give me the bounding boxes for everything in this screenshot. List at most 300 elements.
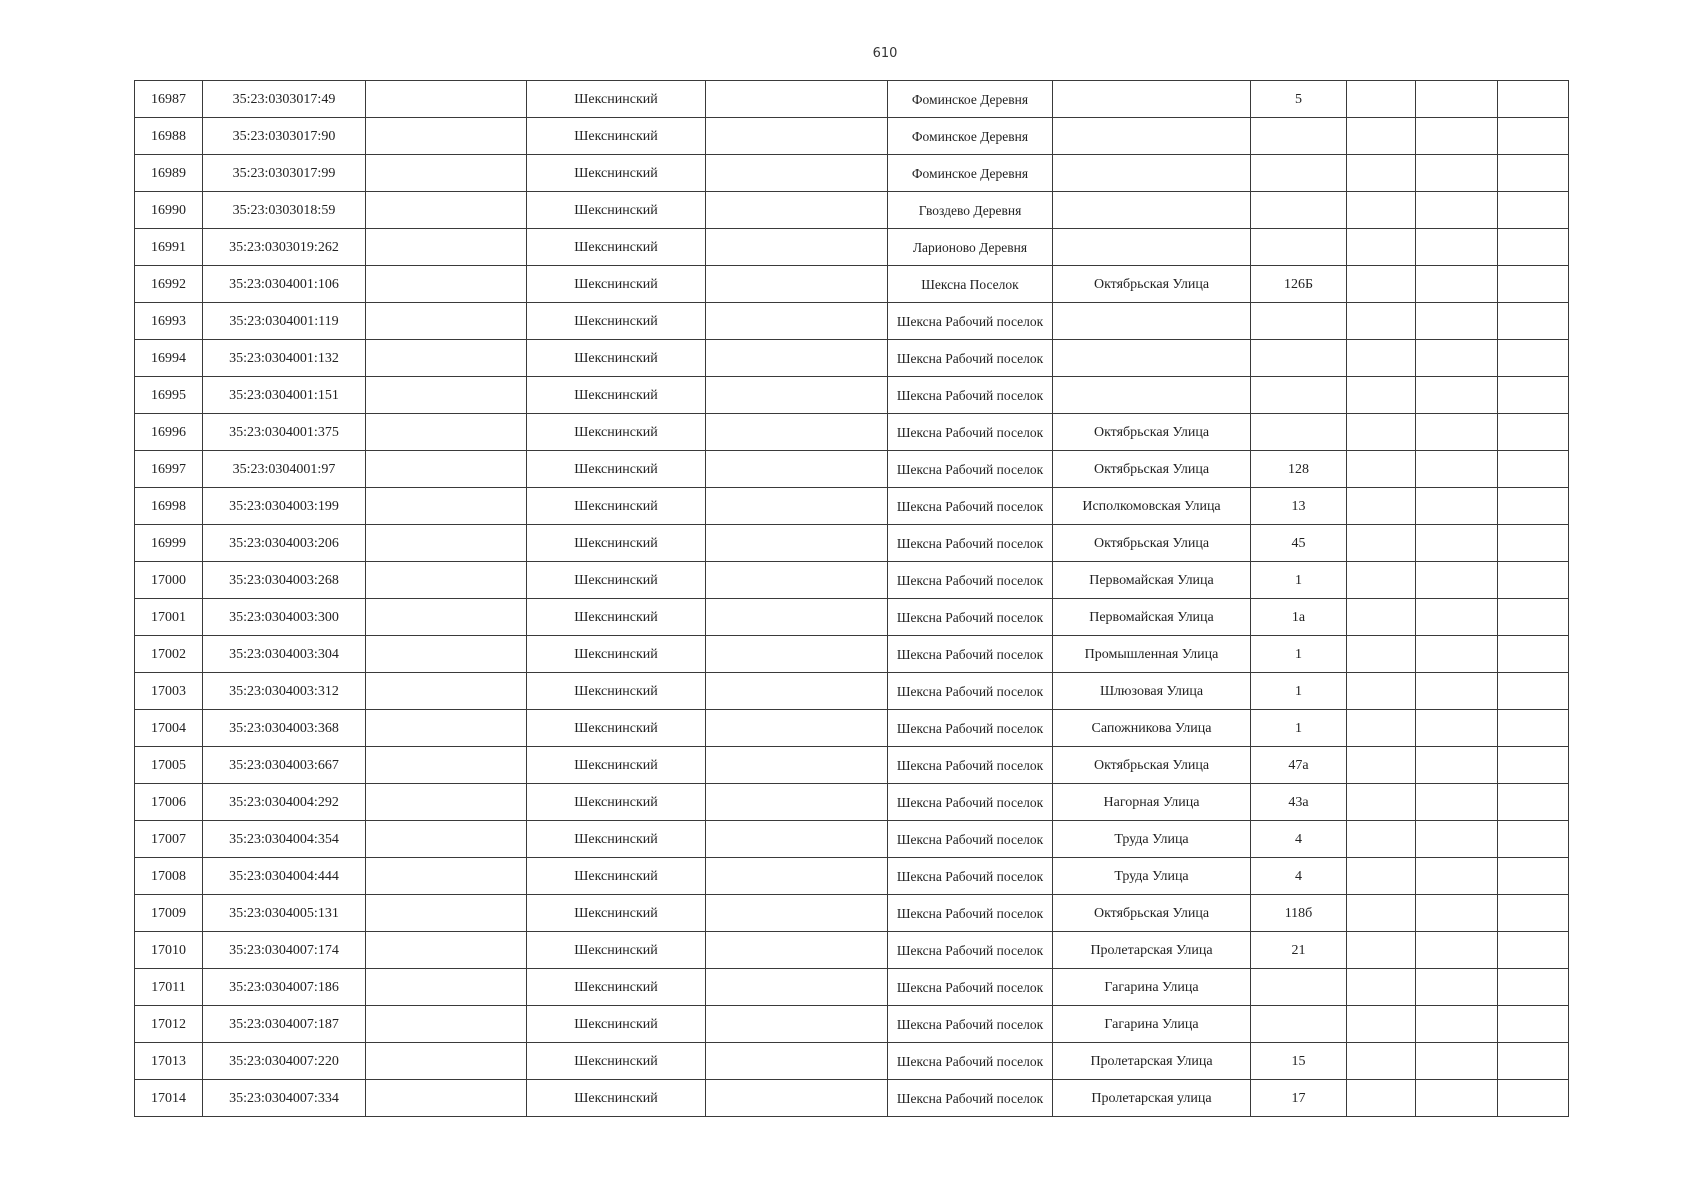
empty-cell (1347, 599, 1416, 636)
empty-cell (1347, 414, 1416, 451)
table-row (135, 303, 1569, 340)
settlement-cell: Шексна Рабочий поселок (888, 636, 1053, 673)
empty-cell (1498, 414, 1569, 451)
district-cell: Шекснинский (527, 636, 706, 673)
district-cell: Шекснинский (527, 303, 706, 340)
empty-cell (1498, 710, 1569, 747)
settlement-cell: Шексна Рабочий поселок (888, 821, 1053, 858)
table-row (135, 451, 1569, 488)
settlement-cell: Шексна Рабочий поселок (888, 414, 1053, 451)
district-cell: Шекснинский (527, 81, 706, 118)
settlement-cell: Шексна Рабочий поселок (888, 747, 1053, 784)
district-cell: Шекснинский (527, 673, 706, 710)
district-cell: Шекснинский (527, 1006, 706, 1043)
row-number-cell: 17014 (135, 1080, 203, 1117)
settlement-cell: Шексна Рабочий поселок (888, 340, 1053, 377)
table-row (135, 636, 1569, 673)
district-cell: Шекснинский (527, 969, 706, 1006)
empty-cell (366, 525, 527, 562)
empty-cell (1416, 636, 1498, 673)
district-cell: Шекснинский (527, 266, 706, 303)
street-cell: Гагарина Улица (1053, 1006, 1251, 1043)
district-cell: Шекснинский (527, 155, 706, 192)
house-number-cell (1251, 377, 1347, 414)
empty-cell (1347, 118, 1416, 155)
house-number-cell: 21 (1251, 932, 1347, 969)
empty-cell (706, 118, 888, 155)
empty-cell (1347, 673, 1416, 710)
table-row (135, 81, 1569, 118)
settlement-cell: Ларионово Деревня (888, 229, 1053, 266)
district-cell: Шекснинский (527, 414, 706, 451)
row-number-cell: 17004 (135, 710, 203, 747)
house-number-cell: 126Б (1251, 266, 1347, 303)
cadastral-number-cell: 35:23:0304004:354 (203, 821, 366, 858)
empty-cell (706, 525, 888, 562)
district-cell: Шекснинский (527, 488, 706, 525)
empty-cell (1416, 858, 1498, 895)
empty-cell (1416, 895, 1498, 932)
settlement-cell: Шексна Рабочий поселок (888, 1043, 1053, 1080)
street-cell: Сапожникова Улица (1053, 710, 1251, 747)
settlement-cell: Шексна Рабочий поселок (888, 303, 1053, 340)
house-number-cell (1251, 155, 1347, 192)
street-cell: Октябрьская Улица (1053, 414, 1251, 451)
street-cell: Пролетарская Улица (1053, 932, 1251, 969)
table-row (135, 895, 1569, 932)
table-row (135, 673, 1569, 710)
empty-cell (706, 562, 888, 599)
empty-cell (1347, 858, 1416, 895)
cadastral-number-cell: 35:23:0303017:49 (203, 81, 366, 118)
empty-cell (1347, 155, 1416, 192)
row-number-cell: 17003 (135, 673, 203, 710)
empty-cell (1498, 784, 1569, 821)
street-cell: Нагорная Улица (1053, 784, 1251, 821)
row-number-cell: 16988 (135, 118, 203, 155)
row-number-cell: 16987 (135, 81, 203, 118)
empty-cell (366, 303, 527, 340)
settlement-cell: Шексна Рабочий поселок (888, 451, 1053, 488)
district-cell: Шекснинский (527, 1080, 706, 1117)
empty-cell (1498, 303, 1569, 340)
cadastral-number-cell: 35:23:0304001:119 (203, 303, 366, 340)
settlement-cell: Шексна Рабочий поселок (888, 784, 1053, 821)
street-cell (1053, 118, 1251, 155)
street-cell: Исполкомовская Улица (1053, 488, 1251, 525)
street-cell: Пролетарская улица (1053, 1080, 1251, 1117)
house-number-cell (1251, 118, 1347, 155)
row-number-cell: 16998 (135, 488, 203, 525)
empty-cell (366, 488, 527, 525)
house-number-cell: 13 (1251, 488, 1347, 525)
empty-cell (1347, 229, 1416, 266)
row-number-cell: 17008 (135, 858, 203, 895)
settlement-cell: Гвоздево Деревня (888, 192, 1053, 229)
empty-cell (1498, 858, 1569, 895)
cadastral-number-cell: 35:23:0304005:131 (203, 895, 366, 932)
empty-cell (706, 229, 888, 266)
cadastral-number-cell: 35:23:0304001:106 (203, 266, 366, 303)
cadastral-number-cell: 35:23:0304007:174 (203, 932, 366, 969)
street-cell: Гагарина Улица (1053, 969, 1251, 1006)
settlement-cell: Фоминское Деревня (888, 81, 1053, 118)
district-cell: Шекснинский (527, 377, 706, 414)
house-number-cell: 4 (1251, 858, 1347, 895)
empty-cell (1498, 525, 1569, 562)
row-number-cell: 17007 (135, 821, 203, 858)
settlement-cell: Шексна Рабочий поселок (888, 599, 1053, 636)
empty-cell (1498, 1006, 1569, 1043)
table-row (135, 858, 1569, 895)
settlement-cell: Шексна Рабочий поселок (888, 562, 1053, 599)
empty-cell (1498, 932, 1569, 969)
empty-cell (366, 155, 527, 192)
street-cell (1053, 377, 1251, 414)
house-number-cell: 1 (1251, 562, 1347, 599)
settlement-cell: Фоминское Деревня (888, 118, 1053, 155)
empty-cell (366, 747, 527, 784)
empty-cell (1347, 784, 1416, 821)
empty-cell (1498, 266, 1569, 303)
row-number-cell: 17006 (135, 784, 203, 821)
table-row (135, 340, 1569, 377)
empty-cell (1498, 81, 1569, 118)
empty-cell (1347, 636, 1416, 673)
empty-cell (1498, 673, 1569, 710)
empty-cell (706, 784, 888, 821)
empty-cell (366, 673, 527, 710)
cadastral-number-cell: 35:23:0304003:268 (203, 562, 366, 599)
row-number-cell: 16996 (135, 414, 203, 451)
empty-cell (706, 192, 888, 229)
cadastral-number-cell: 35:23:0304003:304 (203, 636, 366, 673)
empty-cell (1498, 155, 1569, 192)
empty-cell (1347, 192, 1416, 229)
empty-cell (1498, 821, 1569, 858)
row-number-cell: 16990 (135, 192, 203, 229)
row-number-cell: 16999 (135, 525, 203, 562)
empty-cell (1498, 229, 1569, 266)
row-number-cell: 16995 (135, 377, 203, 414)
table-row (135, 710, 1569, 747)
empty-cell (706, 747, 888, 784)
empty-cell (706, 266, 888, 303)
district-cell: Шекснинский (527, 747, 706, 784)
table-row (135, 229, 1569, 266)
street-cell: Пролетарская Улица (1053, 1043, 1251, 1080)
house-number-cell: 15 (1251, 1043, 1347, 1080)
empty-cell (1416, 1043, 1498, 1080)
street-cell (1053, 340, 1251, 377)
cadastral-number-cell: 35:23:0303019:262 (203, 229, 366, 266)
cadastral-number-cell: 35:23:0304004:292 (203, 784, 366, 821)
cadastral-number-cell: 35:23:0304004:444 (203, 858, 366, 895)
row-number-cell: 16992 (135, 266, 203, 303)
house-number-cell (1251, 303, 1347, 340)
empty-cell (366, 118, 527, 155)
empty-cell (366, 710, 527, 747)
empty-cell (366, 969, 527, 1006)
empty-cell (1498, 895, 1569, 932)
empty-cell (1347, 895, 1416, 932)
empty-cell (1416, 488, 1498, 525)
empty-cell (1416, 377, 1498, 414)
empty-cell (1347, 969, 1416, 1006)
empty-cell (706, 932, 888, 969)
street-cell: Первомайская Улица (1053, 599, 1251, 636)
empty-cell (1498, 118, 1569, 155)
empty-cell (366, 599, 527, 636)
empty-cell (1347, 1006, 1416, 1043)
empty-cell (1416, 229, 1498, 266)
street-cell: Октябрьская Улица (1053, 525, 1251, 562)
district-cell: Шекснинский (527, 562, 706, 599)
empty-cell (706, 1006, 888, 1043)
district-cell: Шекснинский (527, 599, 706, 636)
settlement-cell: Шексна Рабочий поселок (888, 673, 1053, 710)
empty-cell (1416, 599, 1498, 636)
street-cell: Октябрьская Улица (1053, 895, 1251, 932)
empty-cell (366, 1080, 527, 1117)
empty-cell (366, 229, 527, 266)
house-number-cell: 1 (1251, 636, 1347, 673)
settlement-cell: Шексна Рабочий поселок (888, 932, 1053, 969)
table-row (135, 821, 1569, 858)
row-number-cell: 17013 (135, 1043, 203, 1080)
house-number-cell: 128 (1251, 451, 1347, 488)
empty-cell (706, 636, 888, 673)
empty-cell (1347, 1080, 1416, 1117)
row-number-cell: 17002 (135, 636, 203, 673)
empty-cell (1416, 414, 1498, 451)
settlement-cell: Шексна Рабочий поселок (888, 525, 1053, 562)
empty-cell (366, 340, 527, 377)
row-number-cell: 17011 (135, 969, 203, 1006)
empty-cell (366, 1006, 527, 1043)
cadastral-number-cell: 35:23:0304003:206 (203, 525, 366, 562)
empty-cell (1416, 340, 1498, 377)
house-number-cell (1251, 229, 1347, 266)
house-number-cell (1251, 969, 1347, 1006)
cadastral-number-cell: 35:23:0303017:99 (203, 155, 366, 192)
row-number-cell: 16994 (135, 340, 203, 377)
table-row (135, 192, 1569, 229)
district-cell: Шекснинский (527, 192, 706, 229)
empty-cell (1347, 821, 1416, 858)
empty-cell (706, 377, 888, 414)
registry-body (135, 81, 1569, 1117)
empty-cell (1498, 747, 1569, 784)
empty-cell (1416, 747, 1498, 784)
cadastral-number-cell: 35:23:0304007:334 (203, 1080, 366, 1117)
empty-cell (1347, 1043, 1416, 1080)
house-number-cell: 1а (1251, 599, 1347, 636)
empty-cell (1416, 562, 1498, 599)
table-row (135, 599, 1569, 636)
house-number-cell: 43а (1251, 784, 1347, 821)
district-cell: Шекснинский (527, 821, 706, 858)
empty-cell (706, 303, 888, 340)
empty-cell (1416, 932, 1498, 969)
empty-cell (1498, 599, 1569, 636)
cadastral-number-cell: 35:23:0303017:90 (203, 118, 366, 155)
row-number-cell: 17000 (135, 562, 203, 599)
house-number-cell (1251, 1006, 1347, 1043)
empty-cell (1416, 155, 1498, 192)
empty-cell (366, 895, 527, 932)
district-cell: Шекснинский (527, 784, 706, 821)
empty-cell (1416, 1006, 1498, 1043)
empty-cell (366, 562, 527, 599)
empty-cell (1416, 821, 1498, 858)
settlement-cell: Шексна Рабочий поселок (888, 1006, 1053, 1043)
empty-cell (1347, 303, 1416, 340)
table-row (135, 1080, 1569, 1117)
empty-cell (706, 155, 888, 192)
empty-cell (1416, 266, 1498, 303)
empty-cell (706, 858, 888, 895)
empty-cell (1347, 81, 1416, 118)
street-cell (1053, 155, 1251, 192)
empty-cell (1347, 488, 1416, 525)
cadastral-number-cell: 35:23:0304001:375 (203, 414, 366, 451)
street-cell: Октябрьская Улица (1053, 747, 1251, 784)
empty-cell (366, 1043, 527, 1080)
empty-cell (366, 81, 527, 118)
empty-cell (1416, 81, 1498, 118)
empty-cell (1347, 340, 1416, 377)
cadastral-number-cell: 35:23:0304007:186 (203, 969, 366, 1006)
cadastral-number-cell: 35:23:0304003:368 (203, 710, 366, 747)
empty-cell (706, 340, 888, 377)
table-row (135, 969, 1569, 1006)
empty-cell (366, 821, 527, 858)
empty-cell (1498, 562, 1569, 599)
empty-cell (1416, 784, 1498, 821)
settlement-cell: Шексна Рабочий поселок (888, 1080, 1053, 1117)
table-row (135, 784, 1569, 821)
house-number-cell (1251, 414, 1347, 451)
cadastral-number-cell: 35:23:0304003:199 (203, 488, 366, 525)
settlement-cell: Фоминское Деревня (888, 155, 1053, 192)
empty-cell (366, 192, 527, 229)
table-row (135, 377, 1569, 414)
row-number-cell: 17010 (135, 932, 203, 969)
empty-cell (1347, 377, 1416, 414)
settlement-cell: Шексна Рабочий поселок (888, 377, 1053, 414)
street-cell: Первомайская Улица (1053, 562, 1251, 599)
empty-cell (706, 710, 888, 747)
district-cell: Шекснинский (527, 1043, 706, 1080)
cadastral-number-cell: 35:23:0304003:300 (203, 599, 366, 636)
table-row (135, 118, 1569, 155)
empty-cell (706, 81, 888, 118)
district-cell: Шекснинский (527, 710, 706, 747)
settlement-cell: Шексна Рабочий поселок (888, 969, 1053, 1006)
empty-cell (706, 488, 888, 525)
table-row (135, 747, 1569, 784)
cadastral-number-cell: 35:23:0304001:132 (203, 340, 366, 377)
empty-cell (366, 414, 527, 451)
empty-cell (1416, 451, 1498, 488)
empty-cell (366, 636, 527, 673)
empty-cell (1498, 969, 1569, 1006)
empty-cell (1347, 525, 1416, 562)
cadastral-number-cell: 35:23:0304007:187 (203, 1006, 366, 1043)
empty-cell (1416, 118, 1498, 155)
row-number-cell: 17009 (135, 895, 203, 932)
empty-cell (706, 451, 888, 488)
cadastral-number-cell: 35:23:0304003:667 (203, 747, 366, 784)
row-number-cell: 16993 (135, 303, 203, 340)
street-cell: Октябрьская Улица (1053, 266, 1251, 303)
settlement-cell: Шексна Рабочий поселок (888, 488, 1053, 525)
street-cell (1053, 303, 1251, 340)
empty-cell (1347, 747, 1416, 784)
empty-cell (1347, 451, 1416, 488)
page-number: 610 (872, 46, 898, 61)
house-number-cell (1251, 192, 1347, 229)
empty-cell (1416, 192, 1498, 229)
empty-cell (706, 969, 888, 1006)
empty-cell (1498, 488, 1569, 525)
district-cell: Шекснинский (527, 858, 706, 895)
house-number-cell: 5 (1251, 81, 1347, 118)
empty-cell (706, 414, 888, 451)
empty-cell (706, 673, 888, 710)
street-cell: Труда Улица (1053, 821, 1251, 858)
empty-cell (706, 599, 888, 636)
empty-cell (1416, 525, 1498, 562)
empty-cell (1498, 451, 1569, 488)
empty-cell (1498, 192, 1569, 229)
street-cell (1053, 192, 1251, 229)
house-number-cell: 17 (1251, 1080, 1347, 1117)
settlement-cell: Шексна Поселок (888, 266, 1053, 303)
empty-cell (1498, 636, 1569, 673)
table-row (135, 932, 1569, 969)
street-cell: Промышленная Улица (1053, 636, 1251, 673)
house-number-cell: 45 (1251, 525, 1347, 562)
district-cell: Шекснинский (527, 229, 706, 266)
row-number-cell: 16991 (135, 229, 203, 266)
empty-cell (366, 451, 527, 488)
district-cell: Шекснинский (527, 118, 706, 155)
house-number-cell: 4 (1251, 821, 1347, 858)
street-cell (1053, 81, 1251, 118)
table-row (135, 266, 1569, 303)
district-cell: Шекснинский (527, 932, 706, 969)
district-cell: Шекснинский (527, 525, 706, 562)
settlement-cell: Шексна Рабочий поселок (888, 710, 1053, 747)
empty-cell (1347, 710, 1416, 747)
row-number-cell: 16997 (135, 451, 203, 488)
empty-cell (366, 932, 527, 969)
empty-cell (1416, 710, 1498, 747)
table-row (135, 488, 1569, 525)
empty-cell (706, 821, 888, 858)
row-number-cell: 16989 (135, 155, 203, 192)
cadastral-number-cell: 35:23:0303018:59 (203, 192, 366, 229)
empty-cell (1498, 340, 1569, 377)
empty-cell (1347, 562, 1416, 599)
empty-cell (366, 266, 527, 303)
empty-cell (1416, 969, 1498, 1006)
cadastral-number-cell: 35:23:0304001:151 (203, 377, 366, 414)
row-number-cell: 17012 (135, 1006, 203, 1043)
registry-table (134, 80, 1569, 1117)
